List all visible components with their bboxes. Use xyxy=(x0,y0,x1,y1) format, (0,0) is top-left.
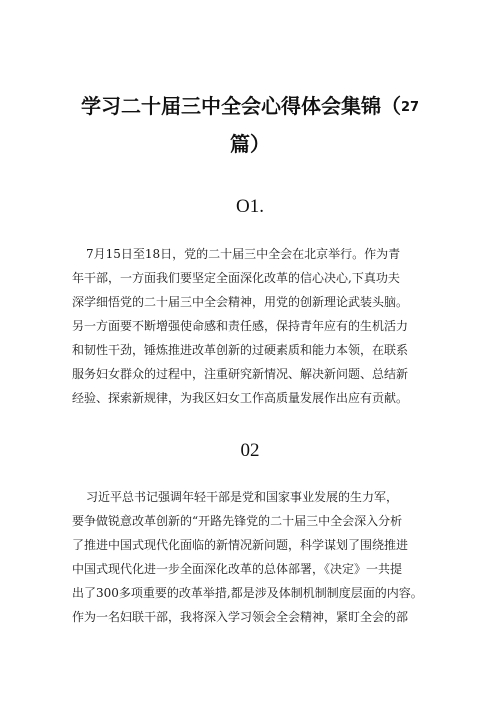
paragraph-line: 7月15日至18日，党的二十届三中全会在北京举行。作为青 xyxy=(86,247,401,261)
paragraph-line: 习近平总书记强调年轻干部是党和国家事业发展的生力军， xyxy=(86,490,399,504)
paragraph-line: 深学细悟党的二十届三中全会精神，用党的创新理论武装头脑。 xyxy=(72,295,409,309)
paragraph-line: 和韧性干劲，锤炼推进改革创新的过硬素质和能力本领，在联系 xyxy=(72,343,409,357)
paragraph-line: 年干部，一方面我们要坚定全面深化改革的信心决心,下真功夫 xyxy=(72,271,400,285)
section-2-paragraph xyxy=(72,485,442,629)
paragraph-line: 作为一名妇联干部，我将深入学习领会全会精神，紧盯全会的部 xyxy=(72,610,409,624)
paragraph-line: 中国式现代化进一步全面深化改革的总体部署，《决定》一共提 xyxy=(72,562,403,576)
title-text: 学习二十届三中全会心得体会集锦（ xyxy=(80,94,401,118)
document-title-line-2: 篇） xyxy=(230,132,270,156)
paragraph-line: 要争做锐意改革创新的“开路先锋党的二十届三中全会深入分析 xyxy=(72,514,403,528)
section-number-2: 02 xyxy=(240,440,260,461)
paragraph-line: 了推进中国式现代化面临的新情况新问题，科学谋划了围绕推进 xyxy=(72,538,409,552)
paragraph-line: 服务妇女群众的过程中，注重研究新情况、解决新问题、总结新 xyxy=(72,367,409,381)
section-1-paragraph xyxy=(72,242,442,410)
paragraph-line: 另一方面要不断增强使命感和责任感，保持青年应有的生机活力 xyxy=(72,319,409,333)
paragraph-line: 经验、探索新规律，为我区妇女工作高质量发展作出应有贡献。 xyxy=(72,391,409,405)
section-number-1: O1. xyxy=(236,196,264,217)
document-title-line-1 xyxy=(60,93,440,121)
paragraph-line: 出了300多项重要的改革举措,都是涉及体制机制制度层面的内容。 xyxy=(72,586,423,600)
title-count: 27 xyxy=(400,100,420,115)
